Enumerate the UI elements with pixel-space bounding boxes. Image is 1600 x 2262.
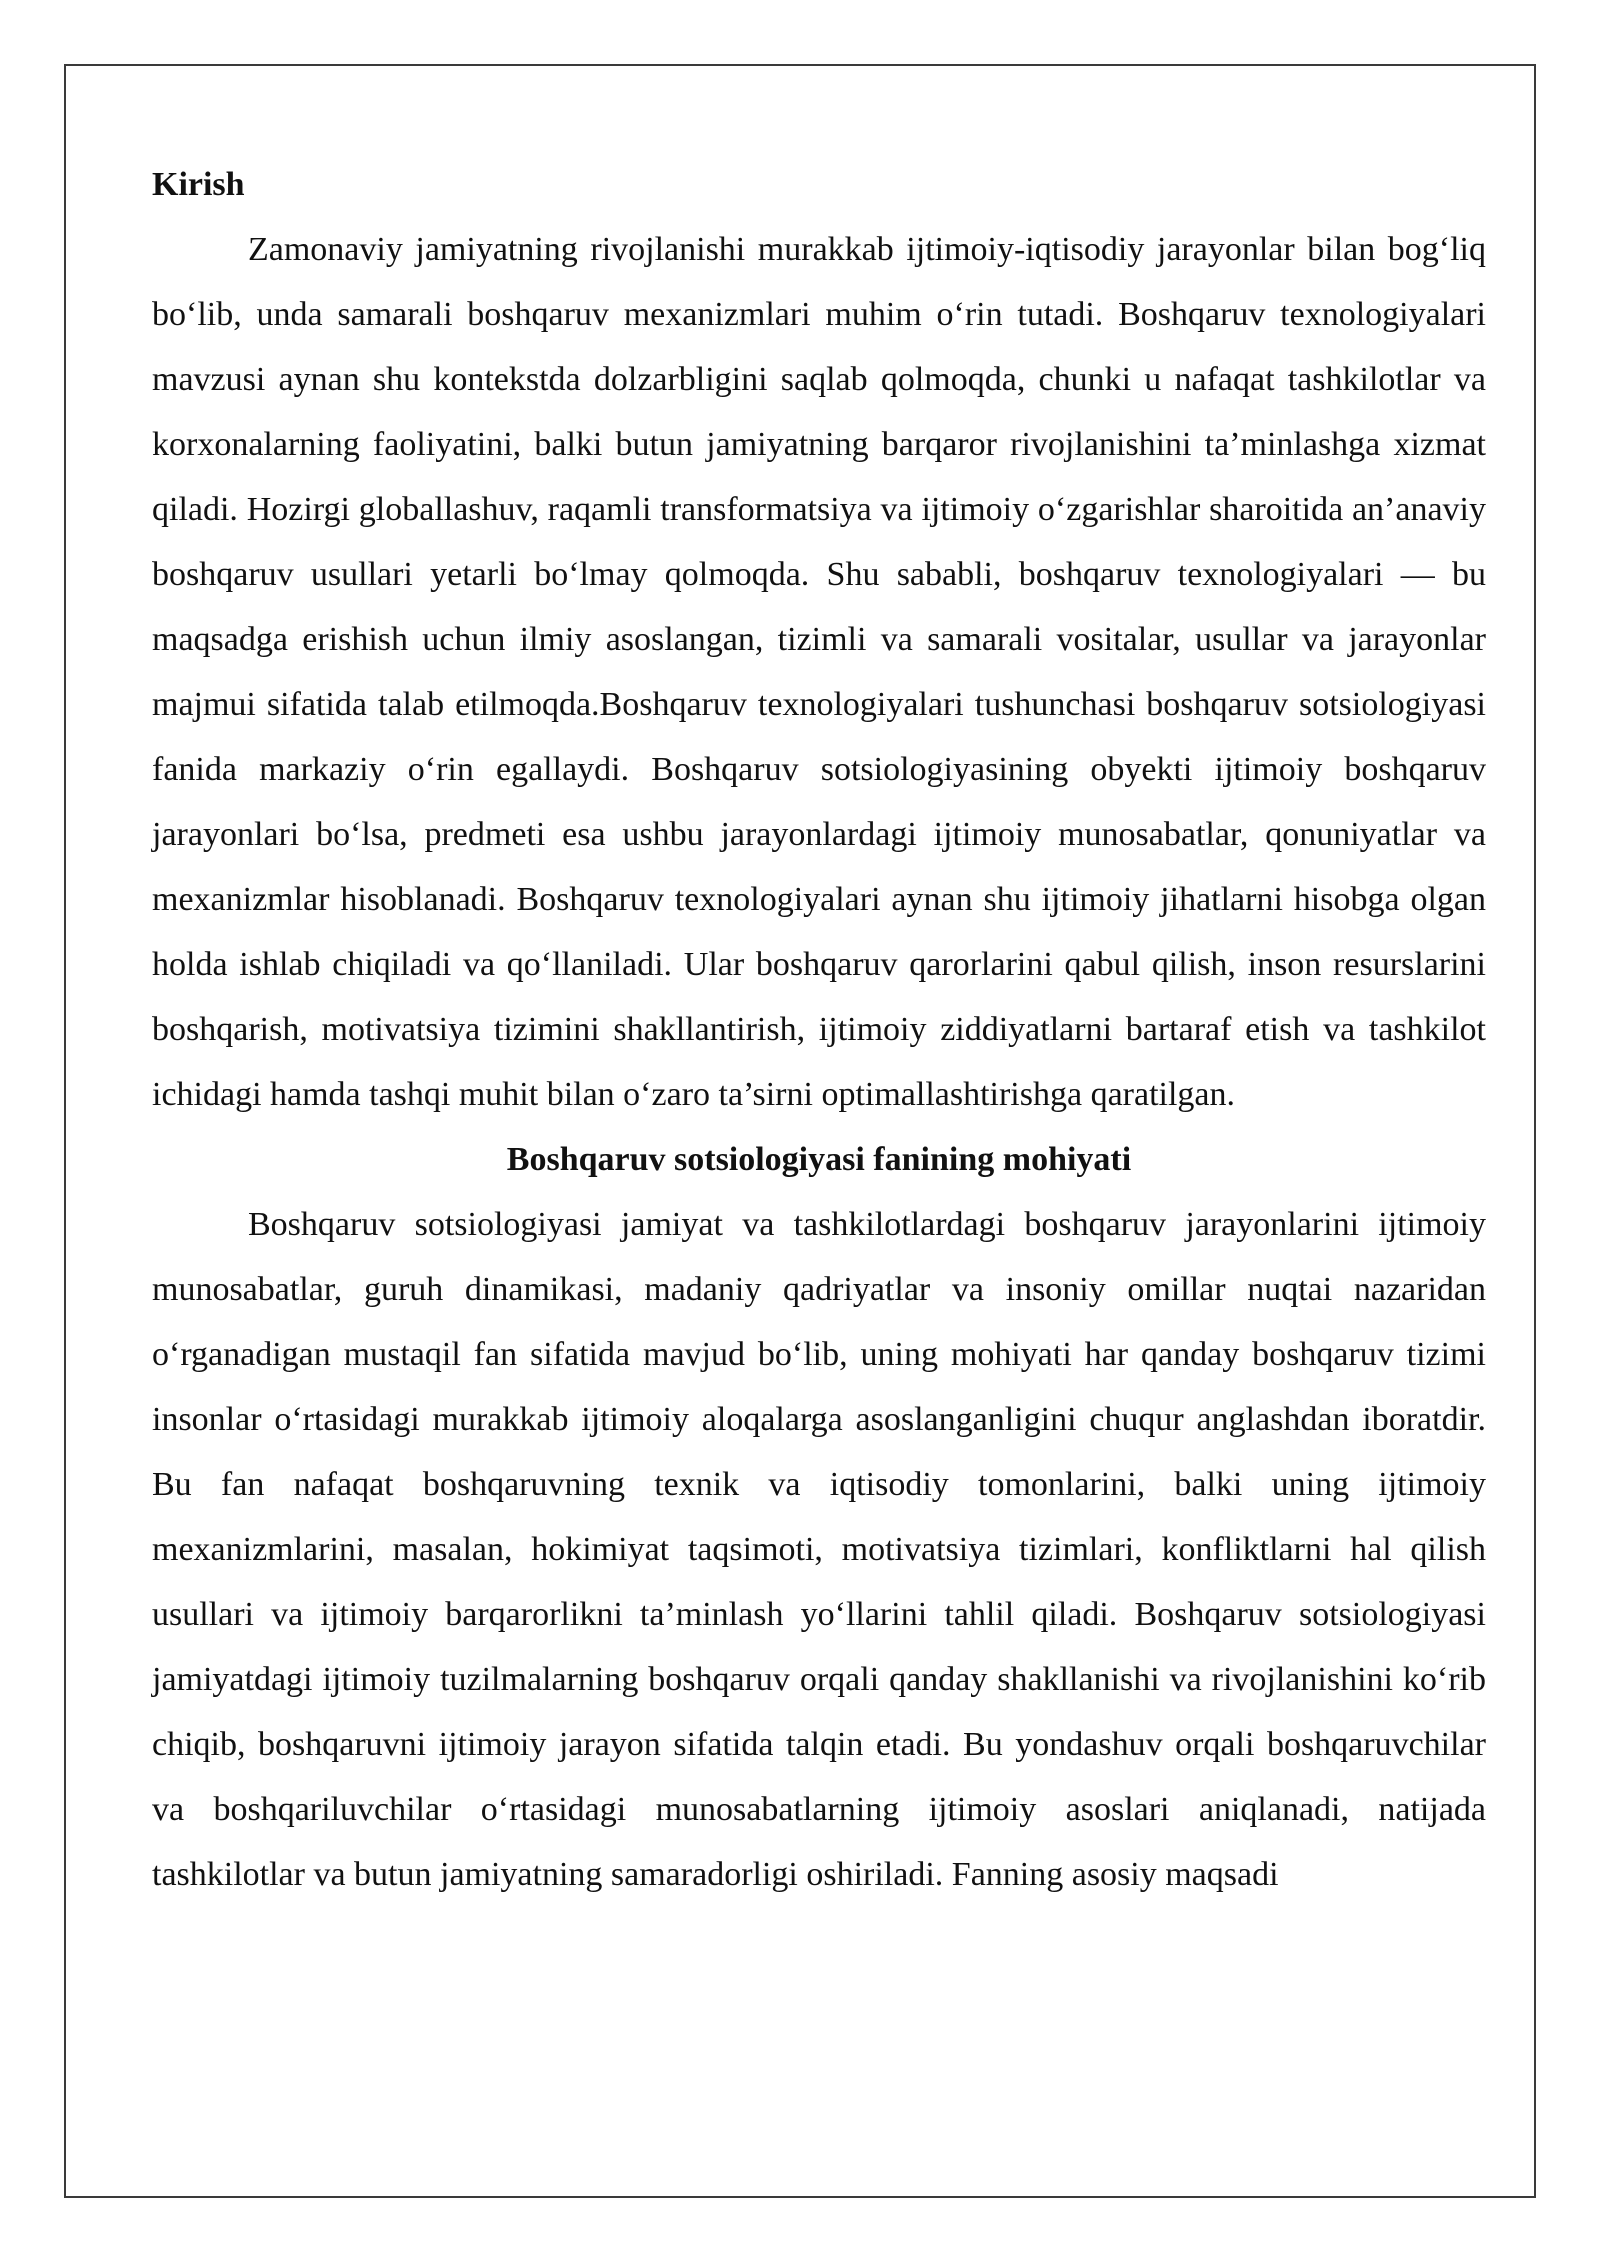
section-heading: Boshqaruv sotsiologiyasi fanining mohiyati [506, 1141, 1132, 1178]
intro-heading: Kirish [152, 166, 245, 203]
document-body [152, 152, 1486, 1907]
intro-paragraph: Zamonaviy jamiyatning rivojlanishi murakkab ijtimoiy-iqtisodiy jarayonlar bilan bog‘liq bo‘lib, unda samarali boshqaruv mexanizmlari muhim o‘rin tutadi. Boshqaruv texnologiyalari mavzusi aynan shu kontekstda dolzarbligini saqlab qolmoqda, chunki u nafaqat tashkilotlar va korxonalarning faoliyatini, balki butun jamiyatning barqaror rivojlanishini ta’minlashga xizmat qiladi. Hozirgi globallashuv, raqamli transformatsiya va ijtimoiy o‘zgarishlar sharoitida an’anaviy boshqaruv usullari yetarli bo‘lmay qolmoqda. Shu sababli, boshqaruv texnologiyalari — bu maqsadga erishish uchun ilmiy asoslangan, tizimli va samarali vositalar, usullar va jarayonlar majmui sifatida talab etilmoqda.Boshqaruv texnologiyalari tushunchasi boshqaruv sotsiologiyasi fanida markaziy o‘rin egallaydi. Boshqaruv sotsiologiyasining obyekti ijtimoiy boshqaruv jarayonlari bo‘lsa, predmeti esa ushbu jarayonlardagi ijtimoiy munosabatlar, qonuniyatlar va mexanizmlar hisoblanadi. Boshqaruv texnologiyalari aynan shu ijtimoiy jihatlarni hisobga olgan holda ishlab chiqiladi va qo‘llaniladi. Ular boshqaruv qarorlarini qabul qilish, inson resurslarini boshqarish, motivatsiya tizimini shakllantirish, ijtimoiy ziddiyatlarni bartaraf etish va tashkilot ichidagi hamda tashqi muhit bilan o‘zaro ta’sirni optimallashtirishga qaratilgan. [152, 231, 1486, 1113]
section-paragraph: Boshqaruv sotsiologiyasi jamiyat va tashkilotlardagi boshqaruv jarayonlarini ijtimoiy munosabatlar, guruh dinamikasi, madaniy qadriyatlar va insoniy omillar nuqtai nazaridan o‘rganadigan mustaqil fan sifatida mavjud bo‘lib, uning mohiyati har qanday boshqaruv tizimi insonlar o‘rtasidagi murakkab ijtimoiy aloqalarga asoslanganligini chuqur anglashdan iboratdir. Bu fan nafaqat boshqaruvning texnik va iqtisodiy tomonlarini, balki uning ijtimoiy mexanizmlarini, masalan, hokimiyat taqsimoti, motivatsiya tizimlari, konfliktlarni hal qilish usullari va ijtimoiy barqarorlikni ta’minlash yo‘llarini tahlil qiladi. Boshqaruv sotsiologiyasi jamiyatdagi ijtimoiy tuzilmalarning boshqaruv orqali qanday shakllanishi va rivojlanishini ko‘rib chiqib, boshqaruvni ijtimoiy jarayon sifatida talqin etadi. Bu yondashuv orqali boshqaruvchilar va boshqariluvchilar o‘rtasidagi munosabatlarning ijtimoiy asoslari aniqlanadi, natijada tashkilotlar va butun jamiyatning samaradorligi oshiriladi. Fanning asosiy maqsadi [152, 1206, 1486, 1893]
